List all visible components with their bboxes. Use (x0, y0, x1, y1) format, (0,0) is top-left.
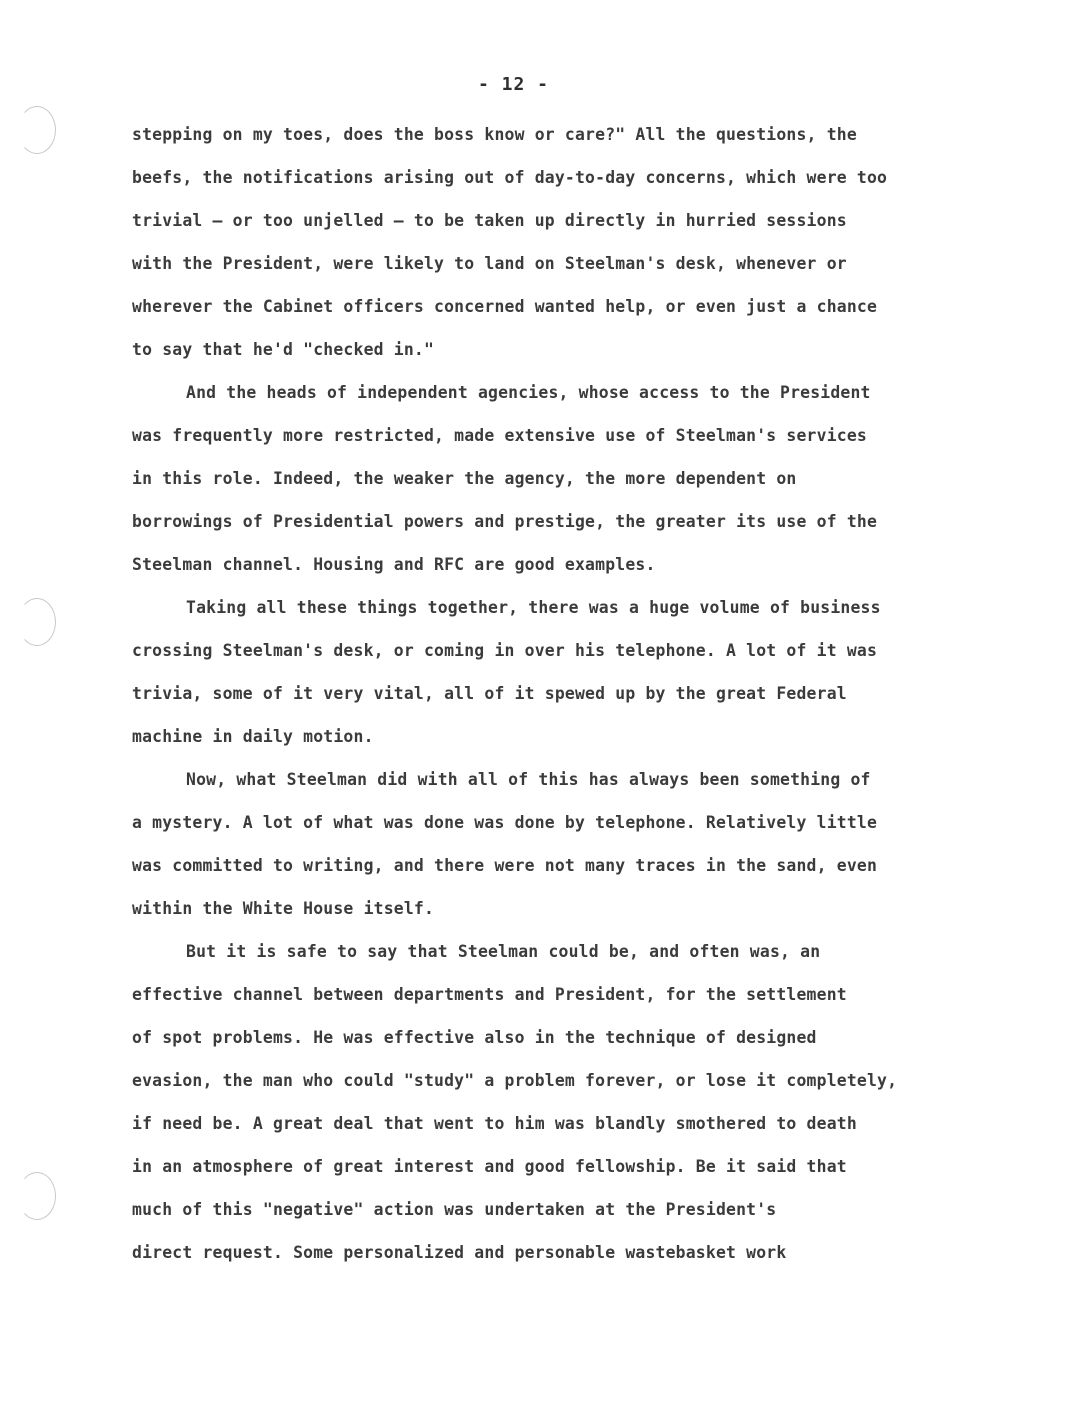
paragraph-3: Taking all these things together, there was a huge volume of business crossing Steelman's desk, or coming in over his telephone. A lot of it was trivia, some of it very vital, all of it spewed up by the great Federal machine in daily motion. (132, 598, 881, 746)
paragraph-5: But it is safe to say that Steelman could be, and often was, an effective channel between departments and President, for the settlement of spot problems. He was effective also in the technique of designed evasion, the man who could "study" a problem forever, or lose it completely, if need be. A great deal that went to him was blandly smothered to death in an atmosphere of great interest and good fellowship. Be it said that much of this "negative" action was undertaken at the President's direct request. Some personalized and personable wastebasket work (132, 942, 898, 1262)
punch-hole-top (18, 106, 56, 154)
paragraph-4: Now, what Steelman did with all of this has always been something of a mystery. A lot of what was done was done by telephone. Relatively little was committed to writing, and there were not many traces in the sand, even within the White House itself. (132, 770, 878, 918)
body-text (132, 113, 962, 1274)
paragraph-1: stepping on my toes, does the boss know or care?" All the questions, the beefs, the notifications arising out of day-to-day concerns, which were too trivial — or too unjelled — to be taken up directly in hurried sessions with the President, were likely to land on Steelman's desk, whenever or wherever the Cabinet officers concerned wanted help, or even just a chance to say that he'd "checked in." (132, 125, 888, 359)
page-number: - 12 - (478, 74, 550, 95)
paragraph-2: And the heads of independent agencies, whose access to the President was frequently more restricted, made extensive use of Steelman's services in this role. Indeed, the weaker the agency, the more dependent on borrowings of Presidential powers and prestige, the greater its use of the Steelman channel. Housing and RFC are good examples. (132, 383, 878, 574)
punch-hole-middle (18, 598, 56, 646)
punch-hole-bottom (18, 1172, 56, 1220)
